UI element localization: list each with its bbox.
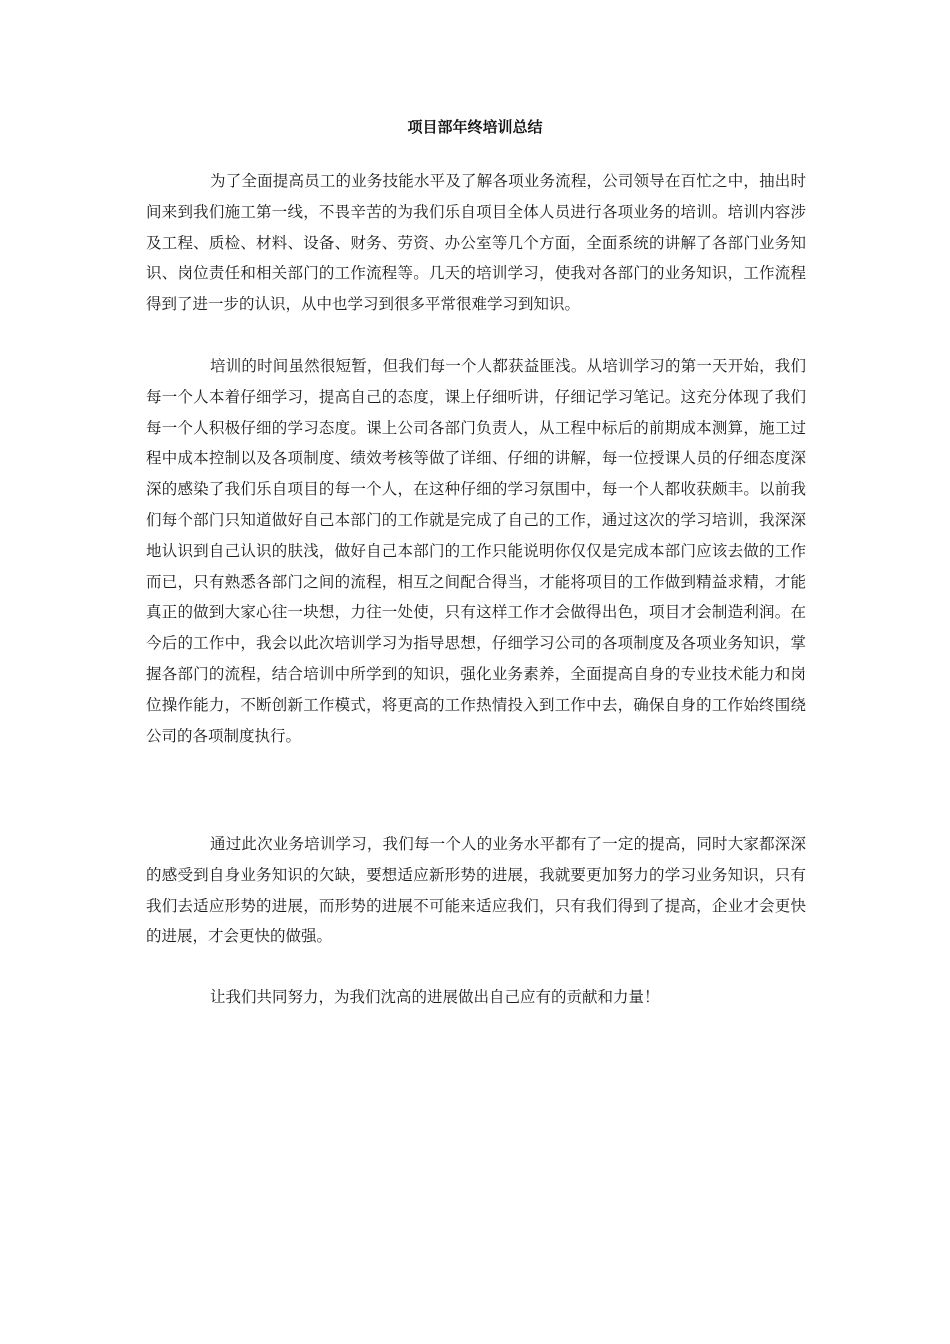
paragraph-2: 培训的时间虽然很短暂，但我们每一个人都获益匪浅。从培训学习的第一天开始，我们每一个人本着仔细学习，提高自己的态度，课上仔细听讲，仔细记学习笔记。这充分体现了我们每一个人积极仔细的学习态度。课上公司各部门负责人，从工程中标后的前期成本测算，施工过程中成本控制以及各项制度、绩效考核等做了详细、仔细的讲解，每一位授课人员的仔细态度深深的感染了我们乐自项目的每一个人，在这种仔细的学习氛围中，每一个人都收获颇丰。以前我们每个部门只知道做好自己本部门的工作就是完成了自己的工作，通过这次的学习培训，我深深地认识到自己认识的肤浅，做好自己本部门的工作只能说明你仅仅是完成本部门应该去做的工作而已，只有熟悉各部门之间的流程，相互之间配合得当，才能将项目的工作做到精益求精，才能真正的做到大家心往一块想，力往一处使，只有这样工作才会做得出色，项目才会制造利润。在今后的工作中，我会以此次培训学习为指导思想，仔细学习公司的各项制度及各项业务知识，掌握各部门的流程，结合培训中所学到的知识，强化业务素养，全面提高自身的专业技术能力和岗位操作能力，不断创新工作模式，将更高的工作热情投入到工作中去，确保自身的工作始终围绕公司的各项制度执行。 xyxy=(146,357,806,745)
paragraph-1: 为了全面提高员工的业务技能水平及了解各项业务流程，公司领导在百忙之中，抽出时间来到我们施工第一线，不畏辛苦的为我们乐自项目全体人员进行各项业务的培训。培训内容涉及工程、质检、材料、设备、财务、劳资、办公室等几个方面，全面系统的讲解了各部门业务知识、岗位责任和相关部门的工作流程等。几天的培训学习，使我对各部门的业务知识，工作流程得到了进一步的认识，从中也学习到很多平常很难学习到知识。 xyxy=(146,172,806,314)
paragraph-4: 让我们共同努力，为我们沈高的进展做出自己应有的贡献和力量！ xyxy=(210,988,660,1006)
paragraph-3: 通过此次业务培训学习，我们每一个人的业务水平都有了一定的提高，同时大家都深深的感受到自身业务知识的欠缺，要想适应新形势的进展，我就要更加努力的学习业务知识，只有我们去适应形势的进展，而形势的进展不可能来适应我们，只有我们得到了提高，企业才会更快的进展，才会更快的做强。 xyxy=(146,835,806,946)
document-title: 项目部年终培训总结 xyxy=(407,118,543,136)
